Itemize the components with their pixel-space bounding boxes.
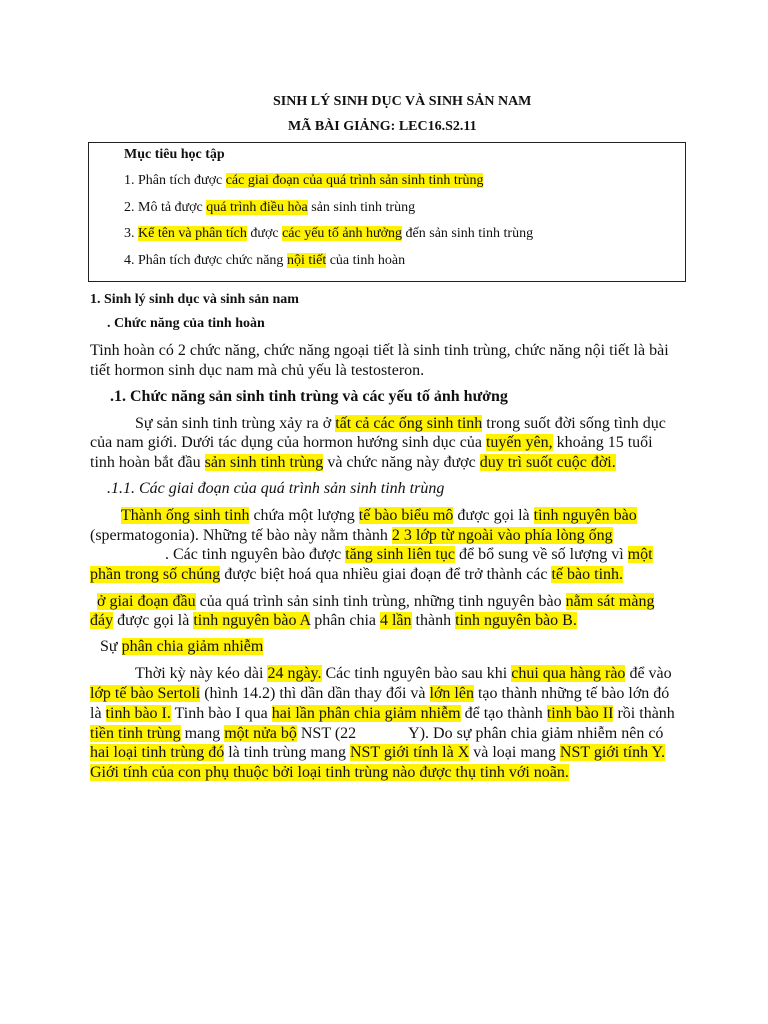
paragraph-3-line-3: . Các tinh nguyên bào được tăng sinh liên tục để bổ sung về số lượng vì một	[165, 546, 653, 563]
objective-3: 3. Kể tên và phân tích được các yếu tố ảnh hưởng đến sản sinh tinh trùng	[124, 226, 534, 241]
paragraph-6-line-6: Giới tính của con phụ thuộc bởi loại tinh trùng nào được thụ tinh với noãn.	[90, 764, 569, 781]
objectives-heading: Mục tiêu học tập	[124, 147, 225, 162]
paragraph-3-line-2: (spermatogonia). Những tế bào này nằm thành 2 3 lớp từ ngoài vào phía lòng ống	[90, 527, 613, 544]
section-1-1-1-heading: .1.1. Các giai đoạn của quá trình sản sinh tinh trùng	[107, 480, 445, 497]
paragraph-3-line-1: Thành ống sinh tinh chứa một lượng tế bào biểu mô được gọi là tinh nguyên bào	[121, 507, 637, 524]
paragraph-4-line-1: ở giai đoạn đầu của quá trình sản sinh tinh trùng, những tinh nguyên bào nằm sát màng	[97, 593, 655, 610]
section-1-1-heading: .1. Chức năng sản sinh tinh trùng và các yếu tố ảnh hưởng	[110, 388, 508, 405]
section-1a-heading: . Chức năng của tinh hoàn	[107, 316, 265, 331]
objective-2: 2. Mô tả được quá trình điều hòa sản sinh tinh trùng	[124, 200, 416, 215]
paragraph-6-line-4: tiền tinh trùng mang một nửa bộ NST (22 Y). Do sự phân chia giảm nhiễm nên có	[90, 725, 664, 742]
paragraph-3-line-4: phần trong số chúng được biệt hoá qua nhiều giai đoạn để trở thành các tế bào tinh.	[90, 566, 624, 583]
lecture-code: MÃ BÀI GIẢNG: LEC16.S2.11	[288, 119, 477, 134]
paragraph-6-line-3: là tinh bào I. Tinh bào I qua hai lần phân chia giảm nhiễm để tạo thành tinh bào II rồi thành	[90, 705, 675, 722]
paragraph-5: Sự phân chia giảm nhiễm	[100, 638, 264, 655]
paragraph-2-line-3: tinh hoàn bắt đầu sản sinh tinh trùng và chức năng này được duy trì suốt cuộc đời.	[90, 454, 616, 471]
paragraph-1-line-2: tiết hormon sinh dục nam mà chủ yếu là testosteron.	[90, 362, 425, 379]
learning-objectives-box	[88, 142, 686, 282]
document-title: SINH LÝ SINH DỤC VÀ SINH SẢN NAM	[273, 94, 532, 109]
section-1-heading: 1. Sinh lý sinh dục và sinh sản nam	[90, 292, 299, 307]
paragraph-6-line-1: Thời kỳ này kéo dài 24 ngày. Các tinh nguyên bào sau khi chui qua hàng rào để vào	[135, 665, 672, 682]
objective-4: 4. Phân tích được chức năng nội tiết của tinh hoàn	[124, 253, 406, 268]
paragraph-2-line-2: của nam giới. Dưới tác dụng của hormon hướng sinh dục của tuyến yên, khoảng 15 tuổi	[90, 434, 653, 451]
paragraph-2-line-1: Sự sản sinh tinh trùng xảy ra ở tất cả các ống sinh tinh trong suốt đời sống tình dục	[135, 415, 666, 432]
paragraph-6-line-5: hai loại tinh trùng đó là tinh trùng mang NST giới tính là X và loại mang NST giới tính Y.	[90, 744, 665, 761]
objective-1: 1. Phân tích được các giai đoạn của quá trình sản sinh tinh trùng	[124, 173, 484, 188]
paragraph-6-line-2: lớp tế bào Sertoli (hình 14.2) thì dần dần thay đổi và lớn lên tạo thành những tế bào lớn đó	[90, 685, 670, 702]
paragraph-1-line-1: Tinh hoàn có 2 chức năng, chức năng ngoại tiết là sinh tinh trùng, chức năng nội tiết là bài	[90, 342, 669, 359]
paragraph-4-line-2: đáy được gọi là tinh nguyên bào A phân chia 4 lần thành tinh nguyên bào B.	[90, 612, 577, 629]
